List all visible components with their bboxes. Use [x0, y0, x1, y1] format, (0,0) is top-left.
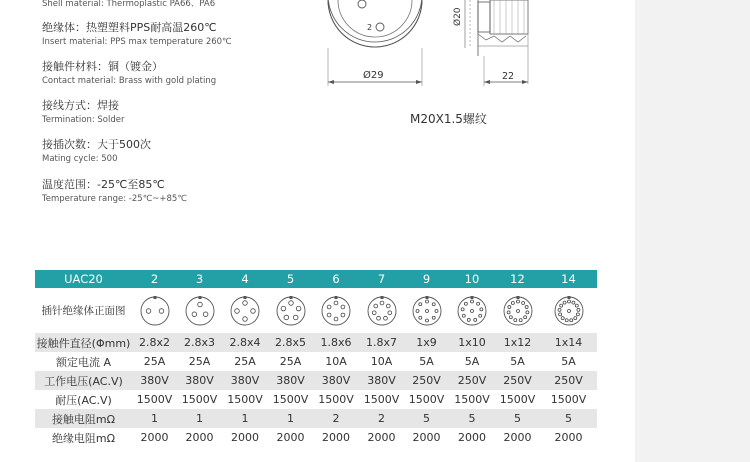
- table-cell: 2.8x5: [268, 333, 313, 352]
- pin-contact: [513, 318, 516, 321]
- pin-count: 4: [222, 270, 268, 288]
- pin-contact: [561, 316, 564, 319]
- table-cell: 2.8x3: [177, 333, 222, 352]
- spec-mating-cn: 接插次数：大于500次: [42, 138, 151, 151]
- spec-mating-en: Mating cycle: 500: [42, 154, 118, 164]
- table-cell: 250V: [540, 371, 597, 390]
- spec-contact: [42, 60, 216, 87]
- spec-shell: [42, 0, 215, 10]
- table-cell: 1x14: [540, 333, 597, 352]
- pin-contact: [386, 304, 390, 308]
- table-cell: 1: [222, 409, 268, 428]
- table-cell: 2000: [185, 431, 214, 444]
- pin-contact: [251, 308, 256, 313]
- table-cell: 1500V: [318, 393, 354, 406]
- pin-contact: [159, 308, 164, 313]
- table-cell: 2: [359, 409, 404, 428]
- row-label: 接触电阻mΩ: [35, 409, 132, 428]
- pin-contact: [341, 305, 345, 309]
- pin-count: 9: [404, 270, 449, 288]
- table-cell: 380V: [359, 371, 404, 390]
- pin-contact: [464, 302, 467, 305]
- pin-face-icon: [553, 295, 585, 327]
- pin-contact: [341, 313, 345, 317]
- row-label: 接触件直径(Φmm): [35, 333, 132, 352]
- pin-contact: [327, 305, 331, 309]
- table-cell: 2000: [140, 431, 169, 444]
- pin-contact: [243, 300, 248, 305]
- table-cell: 5A: [464, 355, 480, 368]
- pin-contact: [521, 301, 524, 304]
- pin-contact: [523, 315, 526, 318]
- table-cell: 5: [540, 409, 597, 428]
- pin-contact: [516, 300, 519, 303]
- pin-face-cell: [222, 288, 268, 333]
- pin-face-cell: [359, 288, 404, 333]
- pin-contact: [387, 310, 391, 314]
- insulation-resistance-row: [35, 428, 597, 447]
- pin-face-icon: [411, 295, 443, 327]
- pin-face-icon: [320, 295, 352, 327]
- spec-insert: [42, 21, 232, 48]
- pin-contact: [296, 306, 301, 311]
- table-cell: 1500V: [181, 393, 218, 406]
- pin-contact: [479, 314, 482, 317]
- pin-face-icon: [229, 295, 261, 327]
- spec-mating: [42, 138, 151, 165]
- row-label: 耐压(AC.V): [55, 393, 112, 407]
- table-cell: 2.8x4: [222, 333, 268, 352]
- table-cell: 2000: [554, 431, 583, 444]
- table-cell: 250V: [449, 371, 495, 390]
- pin-face-label: 插针绝缘体正面图: [35, 288, 132, 333]
- table-cell: 1500V: [550, 393, 587, 406]
- pin-contact: [383, 316, 387, 320]
- pin-contact: [373, 304, 377, 308]
- pin-contact: [516, 309, 519, 312]
- pin-contact: [558, 312, 561, 315]
- pin-face-icon: [184, 295, 216, 327]
- spec-contact-en: Contact material: Brass with gold plating: [42, 76, 217, 86]
- table-cell: 2000: [458, 431, 486, 444]
- pin-face-cell: [177, 288, 222, 333]
- spec-temperature: [42, 178, 187, 205]
- pin-contact: [197, 302, 202, 307]
- pin-count: 14: [540, 270, 597, 288]
- pin-contact: [569, 318, 572, 321]
- table-cell: 1500V: [272, 393, 309, 406]
- pin-contact: [432, 316, 435, 319]
- row-label: 额定电流 A: [55, 355, 112, 369]
- table-cell: 25A: [188, 355, 211, 368]
- pin-contact: [571, 301, 574, 304]
- pin-face-icon: [366, 295, 398, 327]
- pin-contact: [576, 308, 579, 311]
- rated-current-row: [35, 352, 597, 371]
- table-cell: 1: [268, 409, 313, 428]
- pin-contact: [576, 312, 579, 315]
- table-header-row: [35, 270, 597, 288]
- table-cell: 2000: [412, 431, 441, 444]
- pin-face-cell: [132, 288, 177, 333]
- pin-contact: [432, 302, 435, 305]
- table-cell: 1x9: [404, 333, 449, 352]
- pin-contact: [235, 308, 240, 313]
- table-cell: 1x12: [495, 333, 540, 352]
- table-cell: 1: [132, 409, 177, 428]
- spec-insert-en: Insert material: PPS max temperature 260℃: [42, 37, 232, 47]
- pin-face-cell: [404, 288, 449, 333]
- pin-contact: [471, 300, 474, 303]
- pin-contact: [203, 311, 208, 316]
- pin-contact: [565, 318, 568, 321]
- table-cell: 5A: [510, 355, 525, 368]
- table-cell: 380V: [177, 371, 222, 390]
- table-cell: 25A: [279, 355, 302, 368]
- table-cell: 250V: [404, 371, 449, 390]
- pin-count: 2: [132, 270, 177, 288]
- pin-contact: [575, 304, 578, 307]
- side-panel: [635, 0, 750, 462]
- table-cell: 2000: [322, 431, 350, 444]
- pin-face-icon: [502, 295, 534, 327]
- spec-termination: [42, 99, 125, 126]
- spec-contact-cn: 接触件材料：铜（镀金）: [42, 60, 163, 73]
- contact-diameter-row: [35, 333, 597, 352]
- spec-insert-cn: 绝缘体：热塑塑料PPS耐高温260℃: [42, 21, 217, 34]
- contact-resistance-row: [35, 409, 597, 428]
- table-cell: 380V: [313, 371, 359, 390]
- table-cell: 1: [177, 409, 222, 428]
- table-cell: 1500V: [227, 393, 263, 406]
- table-cell: 2000: [276, 431, 305, 444]
- table-cell: 380V: [268, 371, 313, 390]
- pin-contact: [425, 300, 428, 303]
- pin-count: 6: [313, 270, 359, 288]
- pin-contact: [425, 309, 428, 312]
- table-cell: 5A: [419, 355, 434, 368]
- pin-contact: [146, 308, 151, 313]
- table-cell: 1.8x7: [359, 333, 404, 352]
- drawing-pin-label: 2: [367, 23, 373, 32]
- pin-contact: [243, 316, 248, 321]
- pin-contact: [425, 319, 428, 322]
- model-name: UAC20: [35, 270, 132, 288]
- pin-contact: [435, 309, 438, 312]
- pin-count: 10: [449, 270, 495, 288]
- pin-contact: [418, 302, 421, 305]
- pin-contact: [511, 301, 514, 304]
- pin-count: 12: [495, 270, 540, 288]
- pin-contact: [559, 304, 562, 307]
- thread-note: M20X1.5螺纹: [410, 112, 487, 126]
- pin-contact: [573, 316, 576, 319]
- table-cell: 1x10: [449, 333, 495, 352]
- table-cell: 1500V: [454, 393, 490, 406]
- row-label: 绝缘电阻mΩ: [51, 431, 116, 445]
- spec-termination-en: Termination: Solder: [42, 115, 125, 125]
- table-cell: 25A: [234, 355, 256, 368]
- pin-face-icon: [456, 295, 488, 327]
- table-cell: 1500V: [408, 393, 445, 406]
- pin-face-cell: [540, 288, 597, 333]
- table-cell: 10A: [325, 355, 347, 368]
- pin-contact: [462, 314, 465, 317]
- pin-contact: [558, 308, 561, 311]
- table-cell: 5A: [561, 355, 576, 368]
- pin-contact: [467, 318, 470, 321]
- pin-contact: [477, 302, 480, 305]
- table-cell: 2: [313, 409, 359, 428]
- pin-contact: [474, 318, 477, 321]
- spec-termination-cn: 接线方式：焊接: [42, 99, 119, 112]
- pin-count: 7: [359, 270, 404, 288]
- pin-contact: [461, 307, 464, 310]
- table-cell: 5: [404, 409, 449, 428]
- pin-contact: [380, 301, 384, 305]
- pin-contact: [334, 317, 338, 321]
- spec-table: [35, 270, 597, 447]
- pin-face-cell: [313, 288, 359, 333]
- pin-contact: [327, 313, 331, 317]
- pin-contact: [281, 306, 286, 311]
- pin-contact: [416, 309, 419, 312]
- table-cell: 1500V: [363, 393, 400, 406]
- table-cell: 250V: [495, 371, 540, 390]
- dim-thread-diameter: Ø20: [453, 7, 463, 26]
- pin-contact: [519, 318, 522, 321]
- table-cell: 380V: [222, 371, 268, 390]
- pin-face-cell: [268, 288, 313, 333]
- table-cell: 2.8x2: [132, 333, 177, 352]
- pin-contact: [480, 307, 483, 310]
- row-label: 工作电压(AC.V): [35, 371, 132, 390]
- pin-contact: [293, 315, 298, 320]
- spec-shell-en: Shell material: Thermoplastic PA66、PA6: [42, 0, 216, 9]
- spec-temperature-en: Temperature range: -25℃~+85℃: [42, 194, 187, 204]
- pin-contact: [507, 310, 510, 313]
- table-cell: 1500V: [136, 393, 173, 406]
- pin-contact: [525, 310, 528, 313]
- pin-contact: [567, 300, 570, 303]
- table-cell: 2000: [231, 431, 259, 444]
- table-cell: 5: [449, 409, 495, 428]
- pin-count: 5: [268, 270, 313, 288]
- pin-face-cell: [449, 288, 495, 333]
- pin-face-row: [35, 288, 597, 333]
- working-voltage-row: [35, 371, 597, 390]
- pin-contact: [509, 315, 512, 318]
- table-cell: 5: [495, 409, 540, 428]
- pin-contact: [563, 301, 566, 304]
- withstand-voltage-row: [35, 390, 597, 409]
- pin-face-cell: [495, 288, 540, 333]
- pin-contact: [525, 305, 528, 308]
- table-cell: 380V: [132, 371, 177, 390]
- pin-face-icon: [275, 295, 307, 327]
- pin-contact: [471, 309, 474, 312]
- pin-contact: [288, 300, 293, 305]
- table-cell: 25A: [143, 355, 166, 368]
- pin-contact: [284, 315, 289, 320]
- table-cell: 1.8x6: [313, 333, 359, 352]
- pin-contact: [334, 301, 338, 305]
- dim-length: 22: [502, 71, 515, 82]
- pin-contact: [567, 309, 570, 312]
- pin-contact: [376, 316, 380, 320]
- pin-face-icon: [139, 295, 171, 327]
- pin-contact: [418, 316, 421, 319]
- pin-contact: [192, 311, 197, 316]
- table-cell: 2000: [503, 431, 532, 444]
- table-cell: 10A: [370, 355, 393, 368]
- pin-contact: [507, 305, 510, 308]
- pin-contact: [372, 310, 376, 314]
- spec-temperature-cn: 温度范围：-25℃至85℃: [42, 178, 165, 191]
- table-cell: 1500V: [499, 393, 536, 406]
- dim-outer-diameter: Ø29: [363, 70, 384, 81]
- pin-count: 3: [177, 270, 222, 288]
- table-cell: 2000: [367, 431, 396, 444]
